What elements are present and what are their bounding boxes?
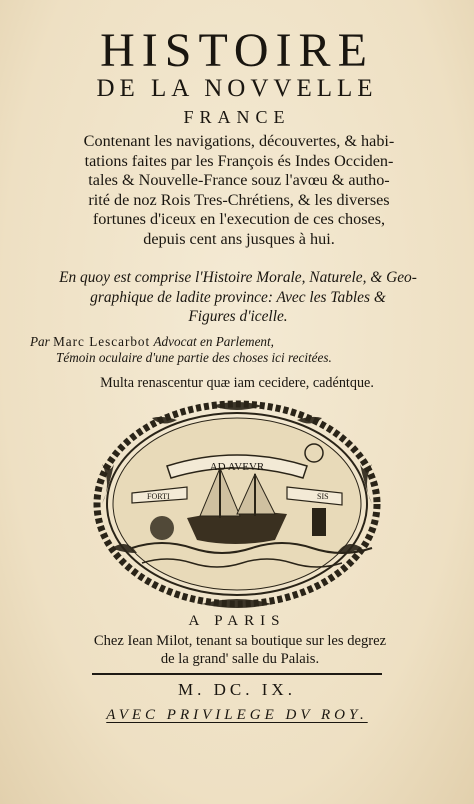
- description-line: Contenant les navigations, découvertes, & habi-: [83, 132, 395, 150]
- author-by: Par: [30, 334, 50, 349]
- author-block: [30, 334, 450, 366]
- divider-rule: [92, 673, 382, 675]
- banner-left-text: FORTI: [147, 492, 170, 501]
- description-line: tations faites par les François és Indes Occiden-: [84, 151, 394, 170]
- title-line-3: FRANCE: [183, 107, 291, 127]
- author-witness: Témoin oculaire d'une partie des choses ici recitées.: [56, 350, 332, 365]
- imprint-place: A PARIS: [188, 613, 286, 629]
- printer-line: Chez Iean Milot, tenant sa boutique sur les degrez: [93, 633, 387, 649]
- banner-right-text: SIS: [317, 492, 329, 501]
- printer-line: de la grand' salle du Palais.: [160, 651, 320, 667]
- description-line: depuis cent ans jusques à hui.: [143, 229, 335, 248]
- publication-date: M. DC. IX.: [178, 680, 296, 699]
- description-line: fortunes d'iceux en l'execution de ces choses,: [92, 210, 386, 229]
- contents-note: [22, 268, 454, 327]
- title-line-2: DE LA NOVVELLE: [96, 75, 378, 102]
- author-name: Marc Lescarbot: [53, 334, 151, 349]
- motto: Multa renascentur quæ iam cecidere, cadéntque.: [100, 375, 374, 391]
- printer-block: [40, 632, 440, 668]
- ship-emblem-icon: [92, 398, 382, 610]
- title-line-1: HISTOIRE: [100, 24, 374, 77]
- royal-privilege: AVEC PRIVILEGE DV ROY.: [106, 707, 368, 723]
- contents-line: graphique de ladite province: Avec les Tables &: [90, 288, 386, 306]
- description-line: rité de noz Rois Tres-Chrétiens, & les diverses: [88, 190, 390, 209]
- description: [24, 132, 454, 250]
- author-role: Advocat en Parlement,: [153, 334, 274, 349]
- banner-top-text: AD AVEVR: [209, 461, 265, 473]
- description-line: tales & Nouvelle-France souz l'avœu & autho-: [88, 171, 390, 190]
- contents-line: En quoy est comprise l'Histoire Morale, Naturele, & Geo-: [59, 269, 417, 286]
- contents-line: Figures d'icelle.: [188, 308, 288, 325]
